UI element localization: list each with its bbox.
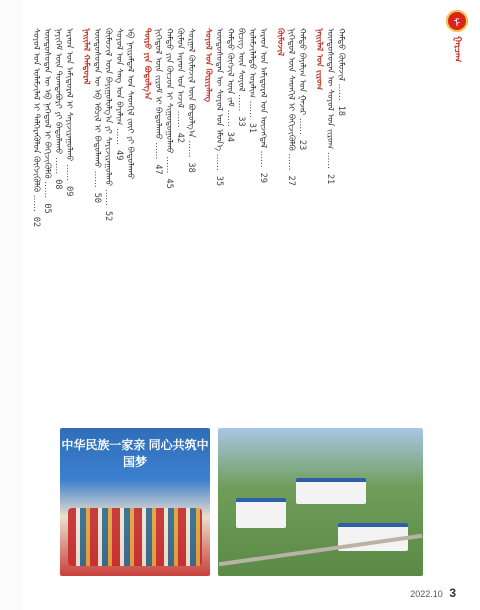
toc-entry[interactable] (285, 28, 296, 428)
toc-page-number: 52 (103, 205, 113, 222)
toc-page-number: 27 (286, 170, 296, 186)
toc-entry-title: ᠦᠨᠳᠦᠰᠦᠲᠡᠨ ᠦ ᠰᠣᠶᠣᠯ ᠤᠨ ᠵᠢᠷᠤᠭ …… (325, 28, 335, 169)
toc-page-number: 47 (153, 159, 163, 175)
toc-entry-title: ᠰᠤᠷᠭᠠᠯ ᠬᠦᠮᠦᠵᠢᠯ ᠦᠨ ᠪᠣᠳᠣᠯᠭ᠎ᠠ …… (186, 28, 196, 158)
section-tab-label: ᠭᠠᠷᠴᠠᠭ (452, 36, 462, 63)
toc-entry[interactable] (52, 28, 63, 428)
toc-entry-title: ᠦᠨᠳᠦᠰᠦᠲᠡᠨ ᠦ ᠡᠪ ᠡᠪᠴᠢᠯ ᠢ ᠪᠠᠲᠤᠯᠠᠬᠤ …… (92, 28, 102, 188)
toc-page-number: 02 (31, 211, 41, 228)
toc-section-heading (274, 28, 285, 428)
toc-section-heading (141, 28, 152, 428)
toc-entry[interactable] (246, 28, 257, 428)
table-of-contents (30, 28, 430, 428)
toc-entry-title: ᠬᠦᠮᠦᠵᠢᠯ (275, 28, 285, 57)
page-footer (410, 586, 456, 600)
toc-page-number: 05 (42, 198, 52, 214)
toc-entry-title: ᠠᠷᠠᠳ ᠤᠨ ᠠᠮᠢᠳᠤᠷᠠᠯ ᠤᠨ ᠦᠵᠡᠭᠳᠡᠯ …… (258, 28, 268, 168)
toc-page-number: 08 (53, 174, 63, 190)
toc-entry[interactable] (113, 28, 124, 428)
toc-entry[interactable] (91, 28, 102, 428)
toc-entry[interactable] (185, 28, 196, 428)
toc-page-number: 23 (297, 134, 307, 151)
toc-entry-title: ᠬᠠᠮᠲᠤ ᠶᠢᠨ ᠬᠦᠴᠦᠨ ᠢ ᠰᠢᠭᠤᠳᠤᠭᠤᠯᠬᠤ …… (164, 28, 174, 174)
toc-page-number: 21 (325, 168, 335, 185)
toc-section-heading (313, 28, 324, 428)
toc-page-number: 45 (164, 173, 174, 189)
toc-page-number: 42 (175, 127, 185, 143)
toc-entry-title: ᠨᠢᠭᠡᠳᠦᠯ ᠦᠨ ᠵᠢᠷᠤᠮ ᠢ ᠪᠠᠲᠤᠯᠠᠬᠤ …… (153, 28, 163, 160)
toc-entry[interactable] (213, 28, 224, 428)
toc-entry-title: ᠨᠢᠭᠡᠳᠦᠯ ᠦᠨ ᠰᠡᠳᠬᠢᠯ ᠢ ᠪᠡᠬᠢᠵᠢᠭᠦᠯᠬᠦ …… (286, 28, 296, 171)
toc-page-number: 09 (64, 181, 74, 197)
photo-building (296, 478, 366, 504)
toc-entry-title: ᠤᠯᠠᠮᠵᠢᠯᠠᠯᠲᠤ ᠤᠷᠠᠯᠢᠭ …… (247, 28, 257, 118)
toc-entry[interactable] (63, 28, 74, 428)
photo-people-group (68, 508, 202, 566)
toc-entry[interactable] (324, 28, 335, 428)
toc-entry-title: ᠰᠣᠶᠣᠯ ᠤᠨ ᠰᠠᠩ ᠤᠨ ᠪᠠᠶᠠᠯᠢᠭ …… (114, 28, 124, 146)
toc-entry-title: ᠰᠣᠶᠣᠯ ᠤᠨ ᠤᠯᠠᠮᠵᠢᠯᠠᠯ ᠢ ᠳᠡᠯᠭᠡᠷᠡᠭᠦᠯᠦᠨ ᠬᠥᠭᠵᠢᠭᠦᠯᠬᠦ …… (31, 28, 41, 212)
toc-entry[interactable] (335, 28, 346, 428)
toc-entry-title: ᠬᠠᠮᠲᠤ ᠬᠥᠭᠵᠢᠯ ᠦᠨ ᠵᠠᠮ …… (225, 28, 235, 127)
toc-entry-title: ᠲᠥᠷᠦ ᠶᠢᠨ ᠪᠣᠳᠣᠯᠭ᠎ᠠ (142, 28, 152, 100)
page-margin (0, 0, 22, 610)
toc-page-number: 29 (258, 167, 268, 184)
toc-page-number: 18 (336, 100, 346, 117)
toc-page-number: 38 (186, 157, 196, 173)
toc-entry-title: ᠦᠨᠳᠦᠰᠦᠲᠡᠨ ᠦ ᠡᠪ ᠨᠡᠭᠡᠳᠦᠯ ᠢ ᠪᠡᠬᠢᠵᠢᠭᠦᠯᠬᠦ …… (42, 28, 52, 199)
issue-date: 2022.10 (410, 589, 443, 599)
toc-entry-title: ᠬᠦᠮᠦᠨ ᠠᠷᠠᠳ ᠤᠨ ᠠᠵᠢᠯ …… (175, 28, 185, 128)
section-tab (444, 10, 470, 68)
toc-entry[interactable] (152, 28, 163, 428)
toc-page-number: 50 (92, 187, 102, 203)
toc-entry[interactable] (163, 28, 174, 428)
photo-building (236, 498, 286, 528)
toc-entry[interactable] (296, 28, 307, 428)
page-number: 3 (449, 586, 456, 600)
toc-entry[interactable] (30, 28, 41, 428)
toc-page-number: 31 (247, 117, 257, 134)
toc-entry[interactable] (235, 28, 246, 428)
toc-entry[interactable] (174, 28, 185, 428)
toc-entry[interactable] (124, 28, 135, 428)
toc-entry[interactable] (257, 28, 268, 428)
photo-group-celebration (60, 428, 210, 576)
toc-entry-title: ᠨᠡᠶᠢᠭᠡᠮ ᠦᠨ ᠲᠣᠭᠲᠠᠪᠤᠷᠢ ᠶᠢ ᠪᠠᠲᠤᠯᠠᠬᠤ …… (53, 28, 63, 175)
toc-entry-title: ᠡᠪ ᠨᠠᠢᠷᠠᠮᠳᠠᠯ ᠤᠨ ᠰᠡᠳᠬᠢᠯ ᠵᠦᠢ ᠶᠢ ᠪᠠᠲᠤᠯᠠᠬᠤ (125, 28, 135, 180)
toc-entry-title: ᠨᠡᠢᠢᠯᠡᠯ ᠬᠠᠮᠲᠤᠷᠠᠯ (81, 28, 91, 85)
toc-page-number: 34 (225, 126, 235, 143)
toc-entry-title: ᠬᠦᠮᠦᠵᠢᠯ ᠦᠨ ᠪᠠᠶᠢᠭᠤᠯᠤᠯᠭ᠎ᠠ ᠶᠢ ᠰᠠᠶᠢᠵᠢᠷᠠᠭᠤᠯᠬᠤ …… (103, 28, 113, 206)
toc-entry-title: ᠪᠢᠴᠢᠭ ᠦᠨ ᠰᠣᠶᠣᠯ …… (236, 28, 246, 112)
toc-entry-title: ᠠᠷᠠᠳ ᠤᠨ ᠠᠮᠢᠳᠤᠷᠠᠯ ᠢ ᠰᠠᠶᠢᠵᠢᠷᠠᠭᠤᠯᠬᠤ …… (64, 28, 74, 182)
toc-page-number: 49 (114, 145, 124, 161)
toc-entry-title: ᠨᠡᠢᠢᠯᠡᠯ ᠤᠨ ᠵᠢᠷᠤᠭ (314, 28, 324, 91)
toc-entry-title: ᠰᠣᠶᠣᠯ ᠤᠨ ᠬᠦᠷᠢᠶᠡᠯᠡᠩ (203, 28, 213, 103)
toc-entry[interactable] (41, 28, 52, 428)
toc-section-heading (202, 28, 213, 428)
toc-page-number: 35 (214, 170, 224, 187)
section-badge-icon: ᠮ (446, 10, 468, 32)
toc-entry-title: ᠦᠨᠳᠦᠰᠦᠲᠡᠨ ᠦ ᠰᠣᠶᠣᠯ ᠤᠨ ᠡᠮᠦᠨ᠎ᠡ …… (214, 28, 224, 171)
toc-page-number: 33 (236, 111, 246, 127)
toc-section-heading (80, 28, 91, 428)
photo-aerial-campus (218, 428, 423, 576)
toc-entry-title: ᠬᠠᠮᠲᠤ ᠬᠦᠮᠦᠵᠢᠯ …… (336, 28, 346, 101)
toc-entry[interactable] (102, 28, 113, 428)
toc-entry-title: ᠬᠠᠮᠲᠤ ᠪᠠᠶᠠᠯᠢᠭ ᠤᠨ ᠭᠠᠵᠠᠷ …… (297, 28, 307, 135)
photo-banner-text: 中华民族一家亲 同心共筑中国梦 (61, 438, 209, 469)
toc-entry[interactable] (224, 28, 235, 428)
